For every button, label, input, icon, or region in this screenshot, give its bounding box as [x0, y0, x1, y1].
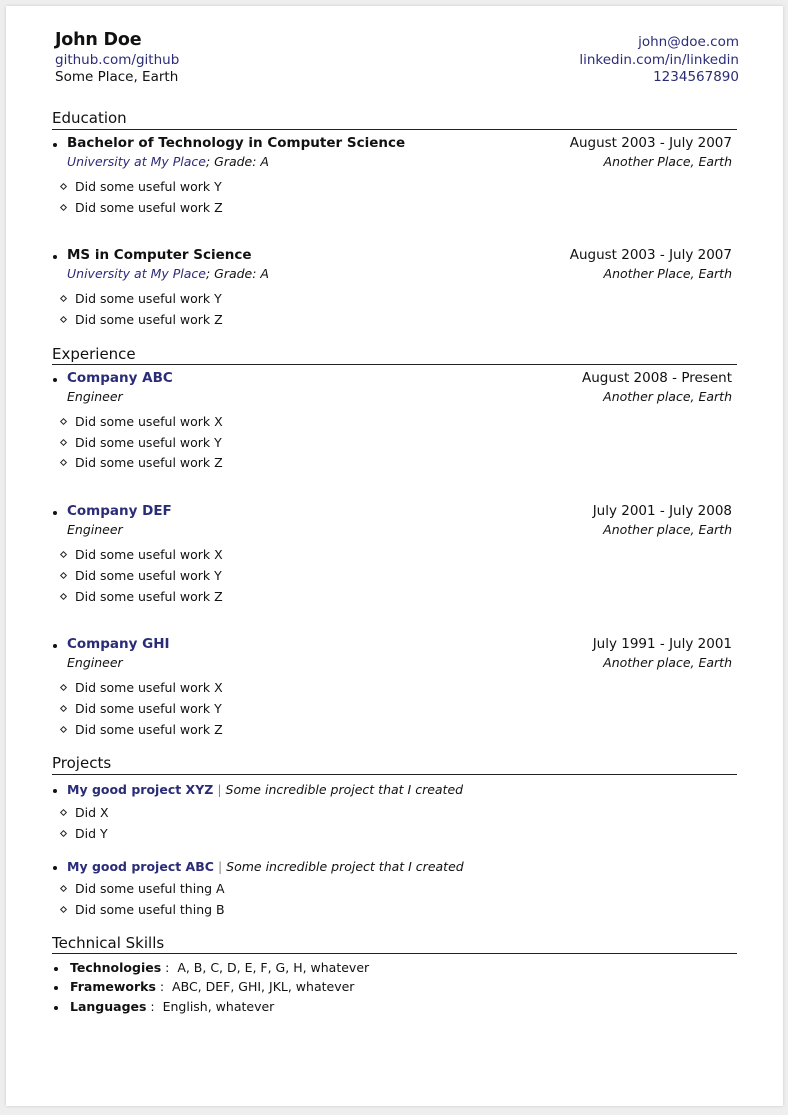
github-link[interactable]: github.com/github: [55, 52, 180, 68]
skills-rule: [52, 953, 737, 954]
experience-heading: Experience: [52, 345, 136, 363]
project-description: Some incredible project that I created: [226, 859, 464, 874]
bullet-icon: [54, 986, 58, 990]
resume-page: John Doe github.com/github Some Place, Earth john@doe.com linkedin.com/in/linkedin 1234567890 Education Bachelor of Technology in Computer Science August 2003 - July 2007 University at My Place; Grade: A Another Place, Earth Did some useful work Y Did some useful work Z MS in Computer Science August 2003 - July 2007 University at My Place; Grade: A Another Place, Earth Did some useful work Y Did some useful work Z Experience Company ABC August 2008 - Present Engineer Another place, Earth Did some useful work X Did some useful work Y Did some useful work Z Company DEF July 2001 - July 2008 Engineer Another place, Earth Did some useful work X Did some useful work Y Did some useful work Z Company GHI July 1991 - July 2001 Engineer Another place, Earth Did some useful work X Did some useful work Y Did some useful work Z Projects My good project XYZ | Some incredible project that I created Did X Did Y My good project ABC | Some incredible project that I created Did some useful thing A Did some useful thing B Technical Skills Technologies : A, B, C, D, E, F, G, H, whatever Frameworks : ABC, DEF, GHI, JKL, whatever Languages : English, whatever: [6, 6, 783, 1106]
company-name: Company DEF: [67, 503, 172, 519]
project-name: My good project XYZ: [67, 782, 214, 797]
skill-label: Languages: [70, 999, 147, 1014]
skill-value: ABC, DEF, GHI, JKL, whatever: [172, 979, 355, 994]
bullet-icon: [53, 255, 57, 259]
candidate-name: John Doe: [55, 30, 142, 50]
projects-heading: Projects: [52, 754, 112, 772]
grade-text: ; Grade: A: [205, 154, 269, 169]
projects-rule: [52, 774, 737, 775]
skill-label: Frameworks: [70, 979, 156, 994]
job-role: Engineer: [67, 655, 123, 670]
education-entry: Bachelor of Technology in Computer Science August 2003 - July 2007 University at My Place; Grade: A Another Place, Earth Did some useful work Y Did some useful work Z: [52, 135, 732, 225]
linkedin-link[interactable]: linkedin.com/in/linkedin: [579, 52, 739, 68]
education-location: Another Place, Earth: [603, 266, 732, 281]
diamond-bullet-icon: [60, 439, 67, 446]
job-role: Engineer: [67, 522, 123, 537]
skill-value: A, B, C, D, E, F, G, H, whatever: [177, 960, 370, 975]
experience-dates: July 2001 - July 2008: [592, 503, 732, 519]
experience-location: Another place, Earth: [603, 522, 732, 537]
institution-line: [67, 154, 269, 169]
diamond-bullet-icon: [60, 809, 67, 816]
experience-rule: [52, 364, 737, 365]
diamond-bullet-icon: [60, 551, 67, 558]
diamond-bullet-icon: [60, 830, 67, 837]
skill-label: Technologies: [70, 960, 162, 975]
diamond-bullet-icon: [60, 906, 67, 913]
company-name: Company ABC: [67, 370, 173, 386]
diamond-bullet-icon: [60, 726, 67, 733]
company-name: Company GHI: [67, 636, 170, 652]
institution-name: University at My Place: [67, 154, 206, 169]
bullet-icon: [53, 511, 57, 515]
experience-location: Another place, Earth: [603, 655, 732, 670]
diamond-bullet-icon: [60, 183, 67, 190]
diamond-bullet-icon: [60, 705, 67, 712]
education-rule: [52, 129, 737, 130]
diamond-bullet-icon: [60, 885, 67, 892]
bullet-icon: [54, 1006, 58, 1010]
project-header: My good project XYZ | Some incredible project that I created: [67, 782, 464, 797]
education-entry: MS in Computer Science August 2003 - July 2007 University at My Place; Grade: A Another Place, Earth Did some useful work Y Did some useful work Z: [52, 247, 732, 337]
bullet-icon: [53, 644, 57, 648]
diamond-bullet-icon: [60, 572, 67, 579]
experience-entry: Company DEF July 2001 - July 2008 Engineer Another place, Earth Did some useful work X Did some useful work Y Did some useful work Z: [52, 503, 732, 613]
diamond-bullet-icon: [60, 316, 67, 323]
degree-title: MS in Computer Science: [67, 247, 252, 263]
bullet-icon: [53, 789, 57, 793]
diamond-bullet-icon: [60, 684, 67, 691]
project-entry: My good project ABC | Some incredible project that I created Did some useful thing A Did some useful thing B: [52, 859, 732, 919]
email-link[interactable]: john@doe.com: [638, 34, 739, 50]
experience-dates: July 1991 - July 2001: [592, 636, 732, 652]
project-header: My good project ABC | Some incredible project that I created: [67, 859, 464, 874]
institution-name: University at My Place: [67, 266, 206, 281]
diamond-bullet-icon: [60, 295, 67, 302]
institution-line: [67, 266, 269, 281]
project-entry: My good project XYZ | Some incredible project that I created Did X Did Y: [52, 782, 732, 842]
degree-title: Bachelor of Technology in Computer Science: [67, 135, 406, 151]
location-text: Some Place, Earth: [55, 69, 179, 85]
project-description: Some incredible project that I created: [225, 782, 464, 797]
grade-text: ; Grade: A: [205, 266, 269, 281]
bullet-icon: [53, 866, 57, 870]
skills-heading: Technical Skills: [52, 934, 165, 952]
diamond-bullet-icon: [60, 593, 67, 600]
education-location: Another Place, Earth: [603, 154, 732, 169]
bullet-icon: [53, 378, 57, 382]
diamond-bullet-icon: [60, 204, 67, 211]
experience-entry: Company GHI July 1991 - July 2001 Engineer Another place, Earth Did some useful work X Did some useful work Y Did some useful work Z: [52, 636, 732, 746]
skill-value: English, whatever: [162, 999, 275, 1014]
project-name: My good project ABC: [67, 859, 214, 874]
education-heading: Education: [52, 109, 127, 127]
bullet-icon: [54, 967, 58, 971]
job-role: Engineer: [67, 389, 123, 404]
diamond-bullet-icon: [60, 418, 67, 425]
education-dates: August 2003 - July 2007: [569, 247, 732, 263]
experience-entry: Company ABC August 2008 - Present Engineer Another place, Earth Did some useful work X Did some useful work Y Did some useful work Z: [52, 370, 732, 480]
bullet-icon: [53, 143, 57, 147]
experience-dates: August 2008 - Present: [582, 370, 732, 386]
phone-link[interactable]: 1234567890: [653, 69, 739, 85]
diamond-bullet-icon: [60, 459, 67, 466]
experience-location: Another place, Earth: [603, 389, 732, 404]
education-dates: August 2003 - July 2007: [569, 135, 732, 151]
